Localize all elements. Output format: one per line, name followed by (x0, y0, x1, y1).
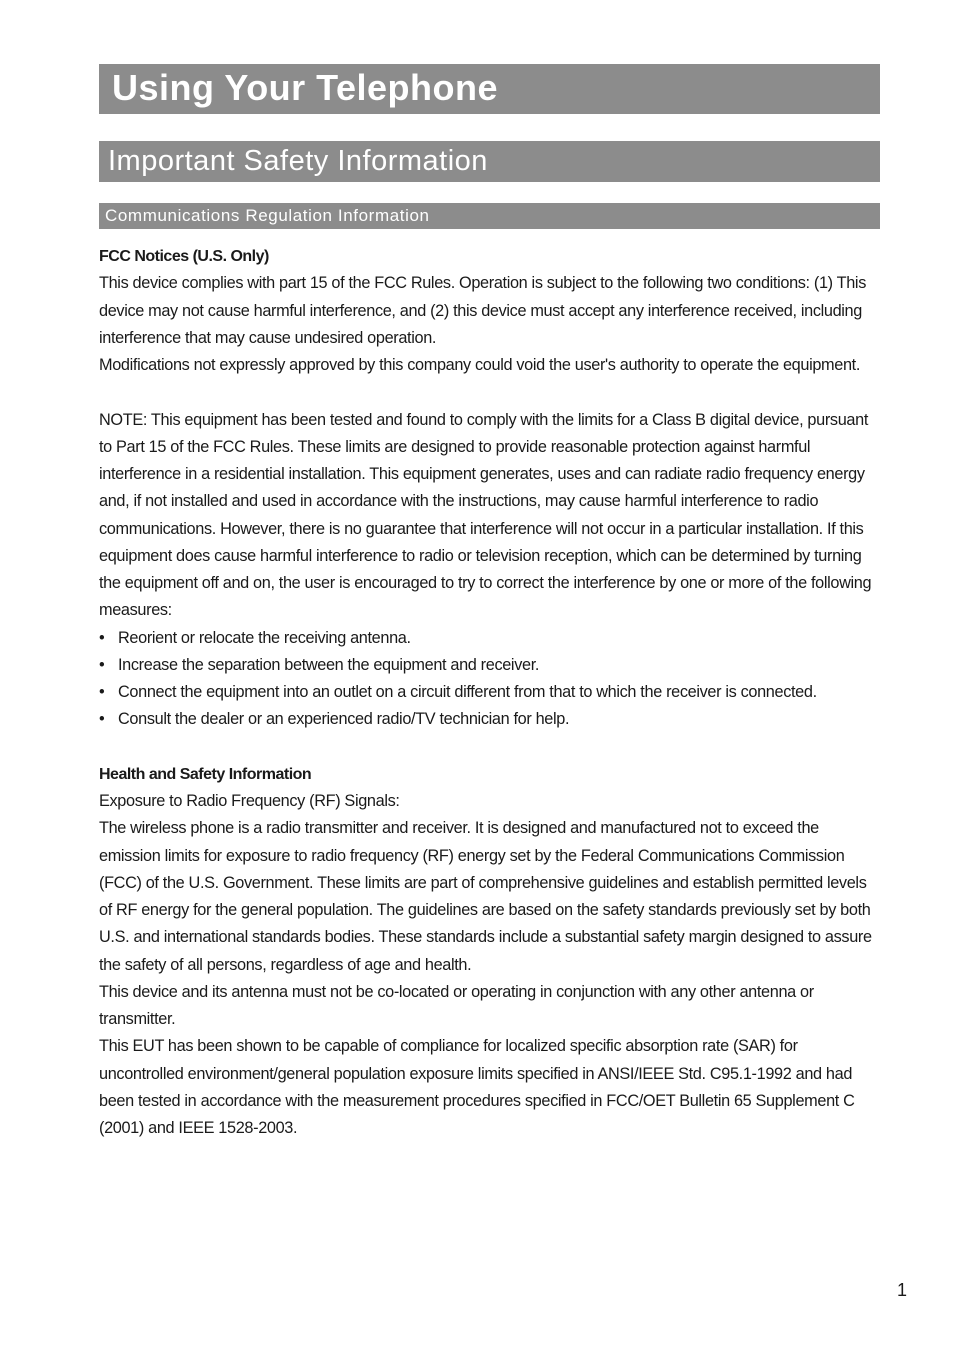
health-heading: Health and Safety Information (99, 765, 312, 783)
list-item (99, 679, 880, 706)
body-text (99, 243, 880, 1142)
health-paragraph-2: This device and its antenna must not be co-located or operating in conjunction with any other antenna or transmitter. (99, 982, 814, 1028)
list-item (99, 652, 880, 679)
subsection-title: Communications Regulation Information (99, 203, 880, 229)
fcc-heading: FCC Notices (U.S. Only) (99, 248, 269, 265)
fcc-note: NOTE: This equipment has been tested and found to comply with the limits for a Class B digital device, pursuant to Part 15 of the FCC Rules. These limits are designed to provide reasonable protection against harmful interference in a residential installation. This equipment generates, uses and can radiate radio frequency energy and, if not installed and used in accordance with the instructions, may cause harmful interference to radio communications. However, there is no guarantee that interference will not occur in a particular installation. If this equipment does cause harmful interference to radio or television reception, which can be determined by turning the equipment off and on, the user is encouraged to try to correct the interference by one or more of the following measures: (99, 410, 872, 620)
fcc-paragraph-2: Modifications not expressly approved by this company could void the user's authority to operate the equipment. (99, 356, 861, 374)
spacer (99, 379, 880, 406)
list-item-text: Connect the equipment into an outlet on a circuit different from that to which the receiver is connected. (118, 683, 817, 701)
health-paragraph-3: This EUT has been shown to be capable of compliance for localized specific absorption rate (SAR) for uncontrolled environment/general population exposure limits specified in ANSI/IEEE Std. C95.1-1992 and had been tested in accordance with the measurement procedures specified in FCC/OET Bulletin 65 Supplement C (2001) and IEEE 1528-2003. (99, 1037, 855, 1137)
fcc-paragraph-1: This device complies with part 15 of the FCC Rules. Operation is subject to the following two conditions: (1) This device may not cause harmful interference, and (2) this device must accept any interference received, including interference that may cause undesired operation. (99, 274, 866, 347)
bullet-icon: • (99, 710, 105, 729)
list-item-text: Reorient or relocate the receiving antenna. (118, 628, 411, 647)
measures-list (99, 625, 880, 734)
health-paragraph-1: The wireless phone is a radio transmitter and receiver. It is designed and manufactured not to exceed the emission limits for exposure to radio frequency (RF) energy set by the Federal Communications Commission (FCC) of the U.S. Government. These limits are part of comprehensive guidelines and establish permitted levels of RF energy for the general population. The guidelines are based on the safety standards previously set by both U.S. and international standards bodies. These standards include a substantial safety margin designed to assure the safety of all persons, regardless of age and health. (99, 819, 872, 974)
list-item-text: Increase the separation between the equipment and receiver. (118, 655, 540, 674)
chapter-title: Using Your Telephone (99, 64, 880, 114)
list-item-text: Consult the dealer or an experienced radio/TV technician for help. (118, 710, 570, 729)
list-item (99, 706, 880, 733)
page-number: 1 (896, 1280, 907, 1300)
health-exposure: Exposure to Radio Frequency (RF) Signals: (99, 792, 400, 810)
bullet-icon: • (99, 628, 105, 647)
list-item (99, 625, 880, 652)
spacer (99, 734, 880, 761)
bullet-icon: • (99, 683, 105, 701)
section-title: Important Safety Information (99, 141, 880, 182)
bullet-icon: • (99, 655, 105, 674)
